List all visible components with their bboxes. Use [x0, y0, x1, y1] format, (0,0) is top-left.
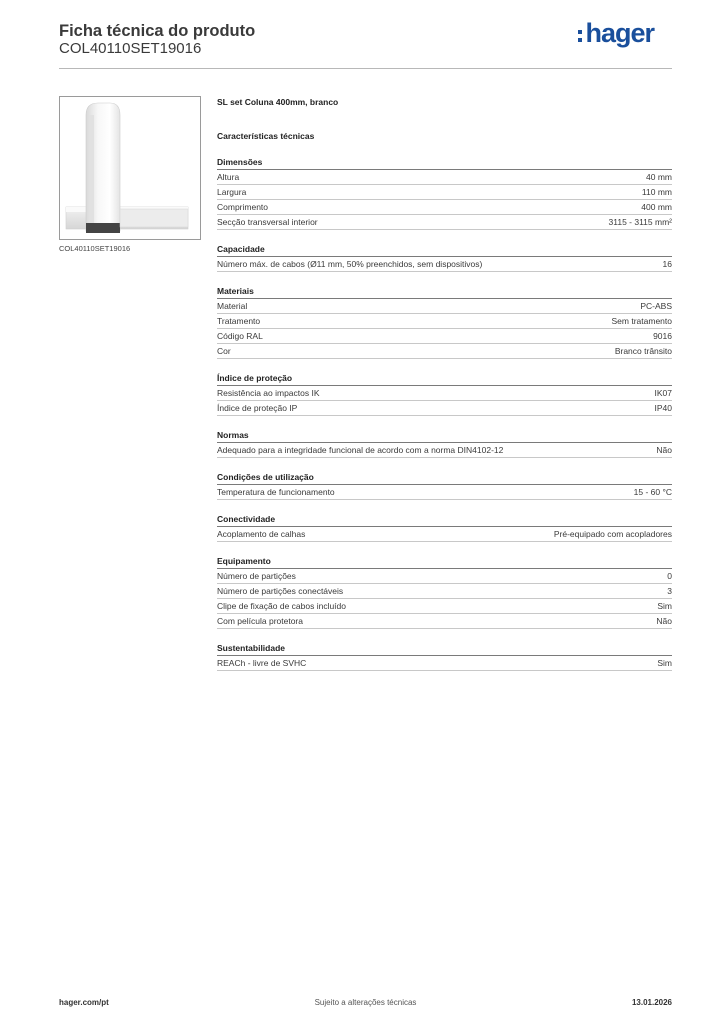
logo-text: hager: [585, 18, 654, 48]
spec-row: [217, 215, 672, 230]
spec-row: [217, 569, 672, 584]
spec-value: IK07: [654, 388, 672, 398]
spec-value: Branco trânsito: [614, 346, 672, 356]
spec-value: Não: [656, 616, 672, 626]
spec-value: 3115 - 3115 mm²: [608, 217, 672, 227]
tech-characteristics-title: Características técnicas: [217, 131, 315, 141]
spec-value: IP40: [654, 403, 672, 413]
spec-row: [217, 401, 672, 416]
spec-key: Secção transversal interior: [217, 217, 318, 227]
spec-section: [217, 513, 672, 542]
spec-value: 9016: [653, 331, 672, 341]
spec-key: Número de partições: [217, 571, 296, 581]
spec-key: Adequado para a integridade funcional de acordo com a norma DIN4102-12: [217, 445, 504, 455]
spec-key: Temperatura de funcionamento: [217, 487, 335, 497]
spec-row: [217, 344, 672, 359]
spec-section: [217, 642, 672, 671]
product-image: [59, 96, 201, 240]
spec-key: Resistência ao impactos IK: [217, 388, 320, 398]
spec-section: [217, 156, 672, 230]
spec-key: Índice de proteção IP: [217, 403, 298, 413]
spec-row: [217, 656, 672, 671]
spec-value: Sim: [657, 601, 672, 611]
spec-section: [217, 471, 672, 500]
spec-key: Acoplamento de calhas: [217, 529, 306, 539]
spec-section: [217, 285, 672, 359]
image-caption: COL40110SET19016: [59, 244, 131, 253]
spec-row: [217, 314, 672, 329]
section-title: Condições de utilização: [217, 471, 672, 485]
spec-value: 16: [662, 259, 672, 269]
spec-row: [217, 485, 672, 500]
spec-value: PC-ABS: [640, 301, 672, 311]
footer-website[interactable]: hager.com/pt: [59, 998, 109, 1007]
spec-row: [217, 443, 672, 458]
page-title: Ficha técnica do produto: [59, 22, 256, 40]
spec-key: Número máx. de cabos (Ø11 mm, 50% preenchidos, sem dispositivos): [217, 259, 483, 269]
spec-key: Número de partições conectáveis: [217, 586, 344, 596]
section-title: Sustentabilidade: [217, 642, 672, 656]
spec-section: [217, 243, 672, 272]
document-header: [59, 20, 672, 69]
section-title: Normas: [217, 429, 672, 443]
section-title: Equipamento: [217, 555, 672, 569]
spec-section: [217, 429, 672, 458]
section-title: Índice de proteção: [217, 372, 672, 386]
spec-row: [217, 386, 672, 401]
spec-row: [217, 185, 672, 200]
spec-content: [217, 96, 672, 671]
spec-value: Não: [656, 445, 672, 455]
spec-key: Material: [217, 301, 248, 311]
spec-value: 400 mm: [641, 202, 672, 212]
footer-notice: Sujeito a alterações técnicas: [314, 998, 417, 1007]
spec-key: Com película protetora: [217, 616, 303, 626]
section-title: Conectividade: [217, 513, 672, 527]
footer-date: 13.01.2026: [631, 998, 672, 1007]
spec-value: 3: [667, 586, 672, 596]
spec-row: [217, 584, 672, 599]
spec-key: Altura: [217, 172, 240, 182]
spec-value: Sim: [657, 658, 672, 668]
spec-key: Largura: [217, 187, 247, 197]
spec-value: 0: [667, 571, 672, 581]
spec-row: [217, 527, 672, 542]
spec-row: [217, 170, 672, 185]
cable-column-icon: [60, 97, 201, 240]
spec-row: [217, 299, 672, 314]
logo-dots-icon: [578, 30, 582, 42]
spec-section: [217, 372, 672, 416]
section-title: Materiais: [217, 285, 672, 299]
spec-value: 110 mm: [641, 187, 672, 197]
spec-key: Cor: [217, 346, 231, 356]
spec-row: [217, 200, 672, 215]
spec-key: REACh - livre de SVHC: [217, 658, 307, 668]
section-title: Dimensões: [217, 156, 672, 170]
product-code: COL40110SET19016: [59, 40, 202, 57]
spec-key: Clipe de fixação de cabos incluído: [217, 601, 346, 611]
spec-row: [217, 257, 672, 272]
spec-row: [217, 614, 672, 629]
spec-value: Pré-equipado com acopladores: [553, 529, 672, 539]
spec-key: Tratamento: [217, 316, 261, 326]
spec-key: Código RAL: [217, 331, 263, 341]
spec-row: [217, 329, 672, 344]
spec-key: Comprimento: [217, 202, 269, 212]
spec-section: [217, 555, 672, 629]
spec-row: [217, 599, 672, 614]
hager-logo: [578, 20, 654, 46]
product-name: SL set Coluna 400mm, branco: [217, 97, 339, 107]
spec-value: 40 mm: [646, 172, 672, 182]
document-footer: [59, 998, 672, 1012]
spec-value: 15 - 60 °C: [633, 487, 672, 497]
spec-sections: [217, 156, 672, 671]
section-title: Capacidade: [217, 243, 672, 257]
spec-value: Sem tratamento: [611, 316, 672, 326]
